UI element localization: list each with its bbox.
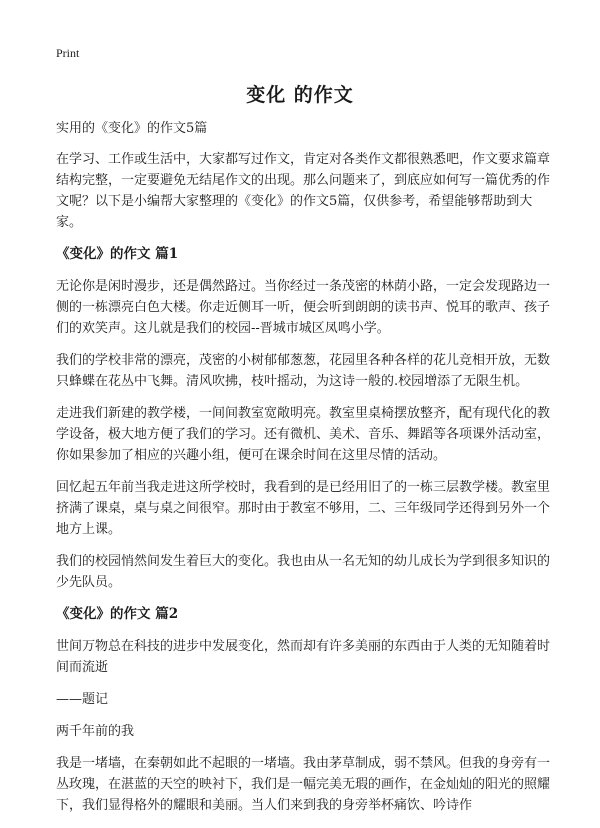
intro-paragraph: 在学习、工作或生活中，大家都写过作文，肯定对各类作文都很熟悉吧，作文要求篇章结构完整，一定要避免无结尾作文的出现。那么问题来了，到底应如何写一篇优秀的作文呢？以下是小编帮大家整理的《变化》的作文5篇，仅供参考，希望能够帮助到大家。 — [56, 152, 551, 230]
epigraph-attribution: ——题记 — [56, 692, 109, 707]
section1-paragraph: 无论你是闲时漫步，还是偶然路过。当你经过一条茂密的林荫小路，一定会发现路边一侧的一栋漂亮白色大楼。你走近侧耳一听，便会听到朗朗的读书声、悦耳的歌声、孩子们的欢笑声。这儿就是我们的校园--晋城市城区凤鸣小学。 — [56, 279, 551, 336]
section1-paragraph: 我们的校园悄然间发生着巨大的变化。我也由从一名无知的幼儿成长为学到很多知识的少先队员。 — [56, 554, 551, 590]
subheading-text: 两千年前的我 — [56, 724, 135, 739]
section-heading-1: 《变化》的作文 篇1 — [56, 246, 179, 262]
section1-paragraph: 我们的学校非常的漂亮，茂密的小树郁郁葱葱，花园里各种各样的花儿竞相开放，无数只蜂蝶在花丛中飞舞。清风吹拂，枝叶摇动，为这诗一般的.校园增添了无限生机。 — [56, 353, 551, 389]
section1-paragraph: 走进我们新建的教学楼，一间间教室宽敞明亮。教室里桌椅摆放整齐，配有现代化的教学设备，极大地方便了我们的学习。还有微机、美术、音乐、舞蹈等各项课外活动室，你如果参加了相应的兴趣小组，便可在课余时间在这里尽情的活动。 — [56, 406, 551, 463]
document-subtitle: 实用的《变化》的作文5篇 — [56, 121, 208, 136]
print-label: Print — [56, 46, 80, 60]
section1-paragraph: 回忆起五年前当我走进这所学校时，我看到的是已经用旧了的一栋三层教学楼。教室里挤满了课桌，桌与桌之间很窄。那时由于教室不够用，二、三年级同学还得到另外一个地方上课。 — [56, 480, 551, 537]
section2-paragraph: 我是一堵墙，在秦朝如此不起眼的一堵墙。我由茅草制成，弱不禁风。但我的身旁有一丛玫瑰，在湛蓝的天空的映衬下，我们是一幅完美无瑕的画作，在金灿灿的阳光的照耀下，我们显得格外的耀眼和美丽。当人们来到我的身旁举杯痛饮、吟诗作 — [56, 756, 551, 813]
section-heading-2: 《变化》的作文 篇2 — [56, 606, 179, 622]
document-title: 变化 的作文 — [246, 84, 354, 106]
document-body — [56, 118, 550, 827]
section2-paragraph: 世间万物总在科技的进步中发展变化，然而却有许多美丽的东西由于人类的无知随着时间而流逝 — [56, 639, 551, 675]
